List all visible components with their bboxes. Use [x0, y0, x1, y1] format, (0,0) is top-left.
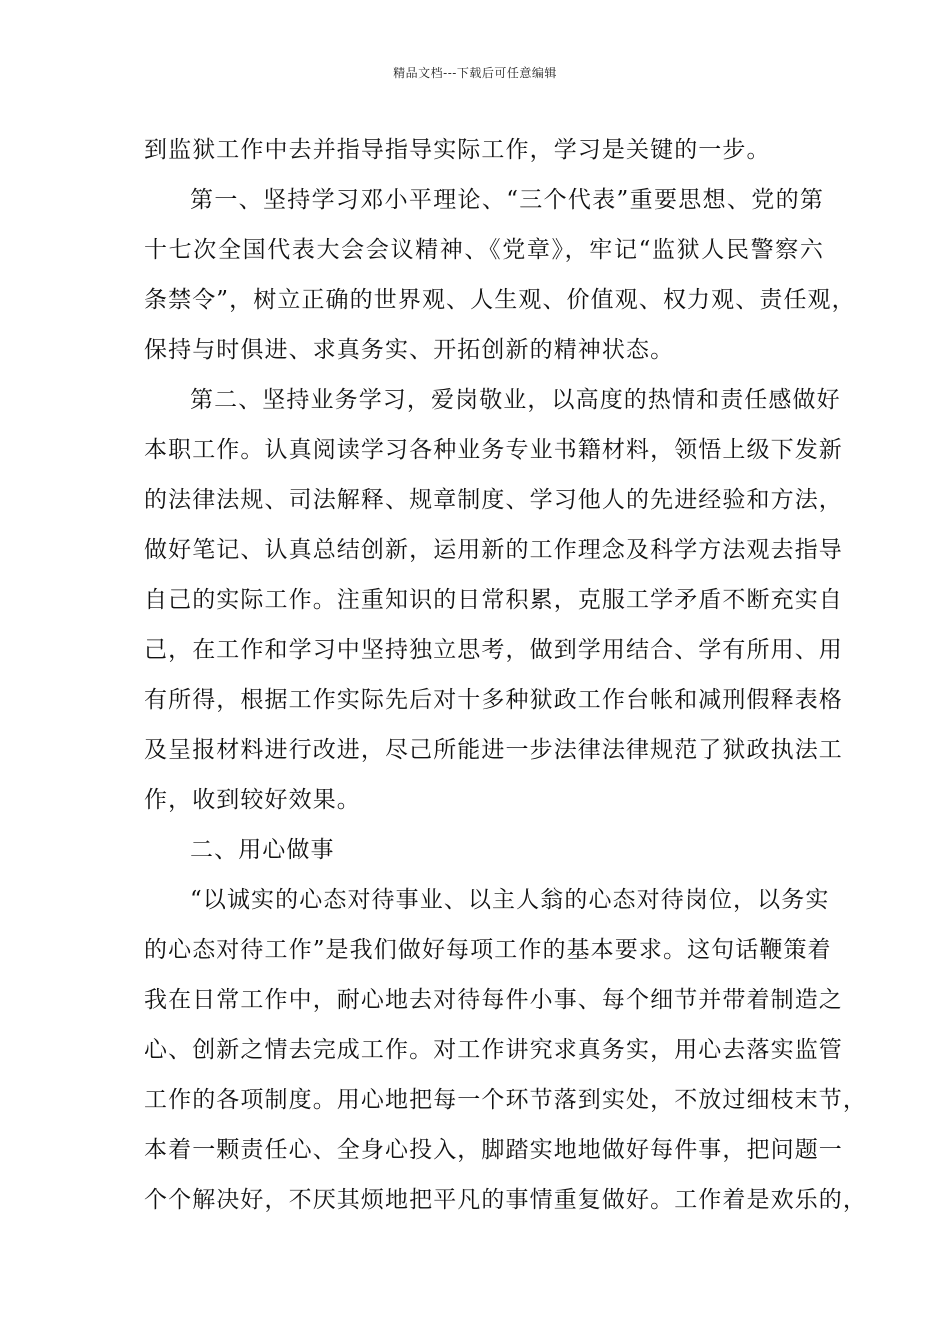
text-line: 自己的实际工作。注重知识的日常积累，克服工学矛盾不断充实自 — [144, 587, 843, 613]
text-line: 己，在工作和学习中坚持独立思考，做到学用结合、学有所用、用 — [144, 637, 843, 663]
text-line: 个个解决好，不厌其烦地把平凡的事情重复做好。工作着是欢乐的， — [144, 1187, 867, 1213]
section-heading: 二、用心做事 — [190, 837, 335, 863]
text-line: 保持与时俱进、求真务实、开拓创新的精神状态。 — [144, 337, 675, 363]
text-line: 及呈报材料进行改进，尽己所能进一步法律法律规范了狱政执法工 — [144, 737, 843, 763]
text-line: 条禁令”，树立正确的世界观、人生观、价值观、权力观、责任观， — [144, 287, 856, 313]
text-line: 第二、坚持业务学习，爱岗敬业，以高度的热情和责任感做好 — [190, 387, 841, 413]
text-line: 作，收到较好效果。 — [144, 787, 361, 813]
text-line: 的心态对待工作”是我们做好每项工作的基本要求。这句话鞭策着 — [144, 937, 832, 963]
text-line: 到监狱工作中去并指导指导实际工作，学习是关键的一步。 — [144, 137, 771, 163]
text-line: 第一、坚持学习邓小平理论、“三个代表”重要思想、党的第 — [190, 187, 824, 213]
text-line: 本职工作。认真阅读学习各种业务专业书籍材料，领悟上级下发新 — [144, 437, 843, 463]
text-line: 有所得，根据工作实际先后对十多种狱政工作台帐和减刑假释表格 — [144, 687, 843, 713]
text-line: 我在日常工作中，耐心地去对待每件小事、每个细节并带着制造之 — [144, 987, 843, 1013]
text-line: 心、创新之情去完成工作。对工作讲究求真务实，用心去落实监管 — [144, 1037, 843, 1063]
text-line: 做好笔记、认真总结创新，运用新的工作理念及科学方法观去指导 — [144, 537, 843, 563]
text-line: 工作的各项制度。用心地把每一个环节落到实处，不放过细枝末节， — [144, 1087, 867, 1113]
text-line: 本着一颗责任心、全身心投入，脚踏实地地做好每件事，把问题一 — [144, 1137, 843, 1163]
page-header: 精品文档---下载后可任意编辑 — [393, 66, 557, 80]
text-line: 的法律法规、司法解释、规章制度、学习他人的先进经验和方法， — [144, 487, 843, 513]
text-line: “以诚实的心态对待事业、以主人翁的心态对待岗位，以务实 — [190, 887, 830, 913]
text-line: 十七次全国代表大会会议精神、《党章》，牢记“监狱人民警察六 — [144, 237, 824, 263]
